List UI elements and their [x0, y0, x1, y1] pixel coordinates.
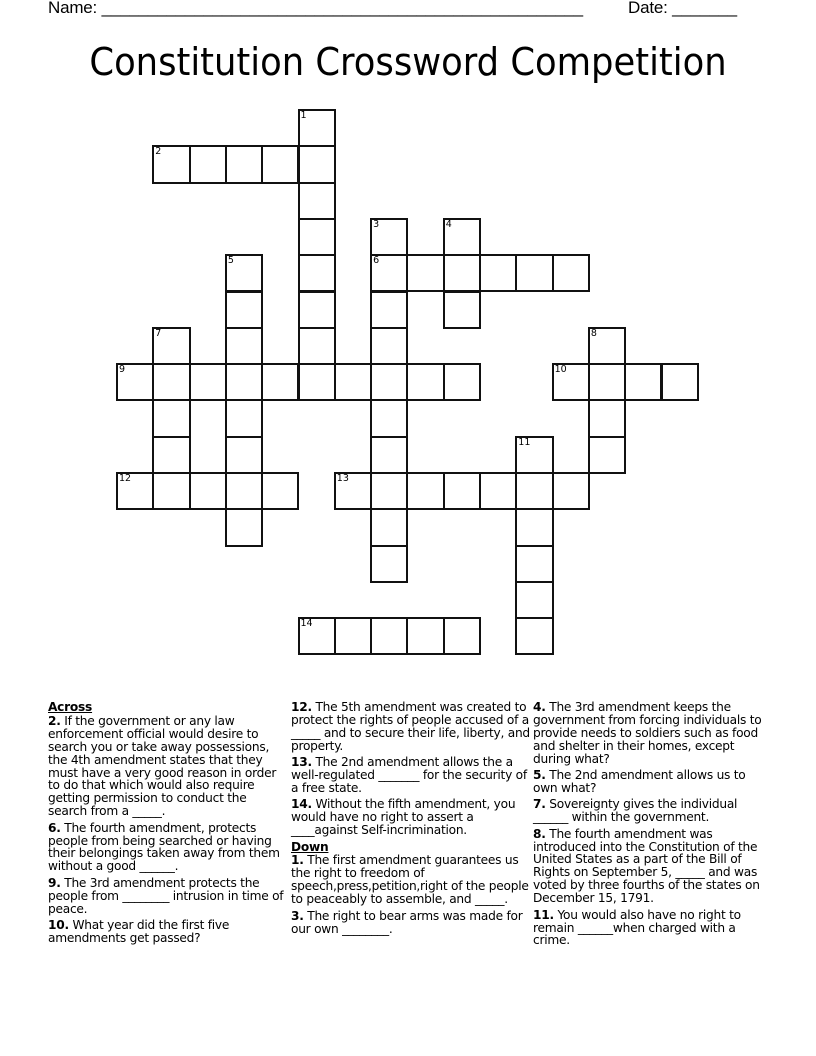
cell-number: 5 — [227, 255, 234, 267]
cell-number: 3 — [373, 218, 380, 230]
grid-cell[interactable] — [552, 254, 590, 292]
grid-cell[interactable] — [152, 145, 190, 183]
grid-cell[interactable] — [370, 436, 408, 474]
grid-cell[interactable] — [370, 218, 408, 256]
grid-cell[interactable] — [225, 508, 263, 546]
grid-cell[interactable] — [261, 363, 299, 401]
grid-cell[interactable] — [443, 291, 481, 329]
grid-cell[interactable] — [298, 182, 336, 220]
grid-cell[interactable] — [225, 472, 263, 510]
across-heading: Across — [48, 700, 93, 714]
grid-cell[interactable] — [334, 472, 372, 510]
grid-cell[interactable] — [370, 327, 408, 365]
grid-cell[interactable] — [298, 327, 336, 365]
grid-cell[interactable] — [406, 472, 444, 510]
grid-cell[interactable] — [515, 508, 553, 546]
grid-cell[interactable] — [189, 472, 227, 510]
clue-down-3: 3. The right to bear arms was made for our own ________. — [291, 908, 523, 936]
grid-cell[interactable] — [225, 327, 263, 365]
grid-cell[interactable] — [116, 363, 154, 401]
cell-number: 1 — [300, 110, 307, 121]
grid-cell[interactable] — [152, 436, 190, 474]
cell-number: 11 — [518, 436, 531, 448]
grid-cell[interactable] — [406, 254, 444, 292]
grid-cell[interactable] — [515, 617, 553, 655]
grid-cell[interactable] — [370, 291, 408, 329]
grid-cell[interactable] — [479, 472, 517, 510]
grid-cell[interactable] — [298, 109, 336, 147]
grid-cell[interactable] — [552, 363, 590, 401]
cell-number: 9 — [119, 364, 126, 376]
grid-cell[interactable] — [152, 472, 190, 510]
grid-cell[interactable] — [370, 617, 408, 655]
grid-cell[interactable] — [515, 254, 553, 292]
grid-cell[interactable] — [370, 508, 408, 546]
grid-cell[interactable] — [406, 617, 444, 655]
grid-cell[interactable] — [370, 399, 408, 437]
grid-cell[interactable] — [624, 363, 662, 401]
grid-cell[interactable] — [370, 363, 408, 401]
name-blank[interactable]: ____________________________________________________ — [101, 0, 583, 17]
grid-cell[interactable] — [334, 617, 372, 655]
date-label: Date: — [628, 0, 673, 17]
grid-cell[interactable] — [261, 472, 299, 510]
grid-cell[interactable] — [515, 472, 553, 510]
page-title: Constitution Crossword Competition — [89, 40, 727, 84]
grid-cell[interactable] — [298, 363, 336, 401]
grid-cell[interactable] — [370, 545, 408, 583]
grid-cell[interactable] — [479, 254, 517, 292]
grid-cell[interactable] — [661, 363, 699, 401]
grid-cell[interactable] — [261, 145, 299, 183]
grid-cell[interactable] — [225, 363, 263, 401]
grid-cell[interactable] — [588, 327, 626, 365]
grid-cell[interactable] — [588, 363, 626, 401]
cell-number: 2 — [155, 146, 162, 158]
cell-number: 10 — [554, 364, 567, 376]
grid-cell[interactable] — [298, 145, 336, 183]
grid-cell[interactable] — [225, 399, 263, 437]
cell-number: 13 — [336, 473, 349, 484]
clue-down-5: 5. The 2nd amendment allows us to own what? — [533, 768, 746, 795]
grid-cell[interactable] — [189, 363, 227, 401]
grid-cell[interactable] — [515, 545, 553, 583]
grid-cell[interactable] — [152, 399, 190, 437]
clue-across-6: 6. The fourth amendment, protects people from being searched or having their belongings taken away from them without a good ______. — [48, 820, 280, 874]
clues-column-1 — [48, 701, 288, 948]
grid-cell[interactable] — [552, 472, 590, 510]
grid-cell[interactable] — [515, 581, 553, 619]
name-label: Name: — [48, 0, 102, 17]
clue-across-9: 9. The 3rd amendment protects the people from ________ intrusion in time of peace. — [48, 875, 284, 916]
clue-down-4: 4. The 3rd amendment keeps the government from forcing individuals to provide needs to soldiers such as food and shelter in their homes, except during what? — [533, 700, 762, 766]
cell-number: 4 — [445, 218, 452, 230]
grid-cell[interactable] — [588, 399, 626, 437]
grid-cell[interactable] — [116, 472, 154, 510]
cell-number: 7 — [155, 327, 162, 339]
grid-cell[interactable] — [225, 254, 263, 292]
cell-number: 8 — [590, 327, 597, 339]
clue-across-14: 14. Without the fifth amendment, you would have no right to assert a ____against Self-incrimination. — [291, 797, 516, 838]
grid-cell[interactable] — [515, 436, 553, 474]
clues-column-3 — [533, 701, 773, 951]
grid-cell[interactable] — [152, 363, 190, 401]
clue-across-2: 2. If the government or any law enforcement official would desire to search you or take away possessions, the 4th amendment states that they must have a very good reason in order to do that which would also require getting permission to conduct the search from a _____. — [48, 713, 277, 819]
grid-cell[interactable] — [298, 291, 336, 329]
grid-cell[interactable] — [443, 617, 481, 655]
grid-cell[interactable] — [298, 218, 336, 256]
clue-across-13: 13. The 2nd amendment allows the a well-regulated _______ for the security of a free state. — [291, 755, 527, 795]
grid-cell[interactable] — [406, 363, 444, 401]
down-heading: Down — [291, 839, 329, 854]
grid-cell[interactable] — [225, 291, 263, 329]
clue-across-12: 12. The 5th amendment was created to protect the rights of people accused of a _____ and to secure their life, liberty, and property. — [291, 700, 530, 753]
date-blank[interactable]: _______ — [672, 0, 737, 17]
grid-cell[interactable] — [152, 327, 190, 365]
clue-down-11: 11. You would also have no right to remain ______when charged with a crime. — [533, 907, 741, 948]
grid-cell[interactable] — [443, 254, 481, 292]
cell-number: 14 — [300, 618, 313, 630]
clue-across-10: 10. What year did the first five amendments get passed? — [48, 918, 230, 945]
cell-number: 6 — [373, 255, 380, 267]
grid-cell[interactable] — [334, 363, 372, 401]
grid-cell[interactable] — [588, 436, 626, 474]
grid-cell[interactable] — [443, 363, 481, 401]
grid-cell[interactable] — [225, 436, 263, 474]
clue-down-7: 7. Sovereignty gives the individual ______ within the government. — [533, 797, 738, 825]
grid-cell[interactable] — [443, 472, 481, 510]
grid-cell[interactable] — [443, 218, 481, 256]
grid-cell[interactable] — [298, 254, 336, 292]
clue-down-8: 8. The fourth amendment was introduced into the Constitution of the United States as a part of the Bill of Rights on September 5, _____ and was voted by three fourths of the states on December 15, 1791. — [533, 826, 760, 906]
grid-cell[interactable] — [370, 472, 408, 510]
grid-cell[interactable] — [225, 145, 263, 183]
cell-number: 12 — [119, 473, 132, 484]
grid-cell[interactable] — [189, 145, 227, 183]
grid-cell[interactable] — [298, 617, 336, 655]
clue-down-1: 1. The first amendment guarantees us the right to freedom of speech,press,petition,right of the people to peaceably to assemble, and _____. — [291, 853, 529, 907]
clues-column-2 — [291, 701, 531, 939]
grid-cell[interactable] — [370, 254, 408, 292]
